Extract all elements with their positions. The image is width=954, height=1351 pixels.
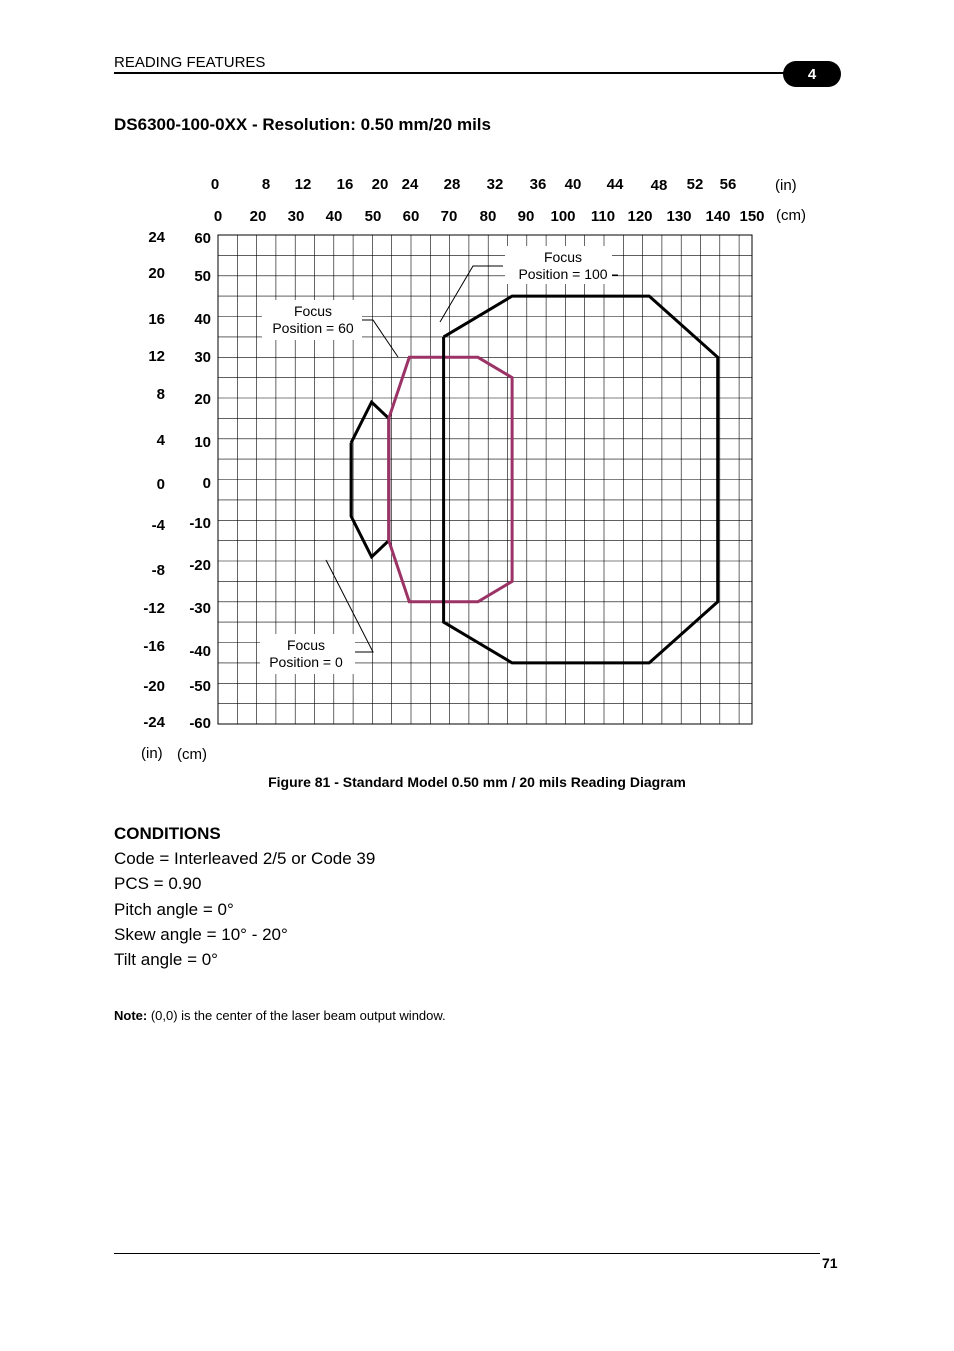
x-axis-unit-cm: (cm) (776, 207, 806, 224)
x-axis-unit-inch: (in) (775, 177, 797, 194)
x-tick-inch: 16 (336, 176, 354, 193)
y-tick-inch: -20 (143, 678, 165, 695)
page-number: 71 (822, 1255, 838, 1271)
y-tick-cm: -10 (189, 515, 211, 532)
y-axis-unit-cm: (cm) (177, 746, 207, 763)
x-tick-inch: 56 (719, 176, 737, 193)
x-tick-inch: 40 (564, 176, 582, 193)
focus-label-title: Focus (286, 637, 326, 653)
x-tick-inch: 52 (686, 176, 704, 193)
x-tick-inch: 24 (401, 176, 419, 193)
y-tick-inch: 12 (148, 348, 165, 365)
note-text: (0,0) is the center of the laser beam output window. (147, 1008, 446, 1023)
x-tick-inch: 20 (371, 176, 389, 193)
header-rule (114, 72, 794, 74)
x-tick-cm: 30 (287, 208, 305, 225)
conditions-block (114, 821, 375, 972)
focus-label-value: Position = 60 (272, 320, 354, 336)
x-tick-cm: 90 (517, 208, 535, 225)
y-tick-inch: -4 (151, 517, 165, 534)
y-tick-inch: 24 (148, 229, 165, 246)
conditions-heading: CONDITIONS (114, 824, 221, 843)
note (114, 1008, 446, 1023)
y-tick-inch: 20 (148, 265, 165, 282)
x-tick-cm: 20 (249, 208, 267, 225)
y-tick-cm: 0 (202, 475, 211, 492)
y-tick-cm: 30 (194, 349, 211, 366)
condition-line: PCS = 0.90 (114, 874, 202, 894)
x-tick-inch: 32 (486, 176, 504, 193)
y-tick-cm: -40 (189, 643, 211, 660)
y-tick-cm: 10 (194, 434, 211, 451)
x-tick-cm: 130 (666, 208, 692, 225)
y-tick-inch: 16 (148, 311, 165, 328)
focus-label-title: Focus (543, 249, 583, 265)
y-tick-inch: -16 (143, 638, 165, 655)
x-tick-inch: 48 (650, 177, 668, 194)
x-tick-cm: 140 (705, 208, 731, 225)
annotation-leader-line (360, 320, 398, 357)
y-tick-cm: 40 (194, 311, 211, 328)
focus-label-title: Focus (293, 303, 333, 319)
footer-rule (114, 1253, 820, 1254)
y-tick-cm: 60 (194, 230, 211, 247)
x-tick-cm: 100 (550, 208, 576, 225)
focus-label-value: Position = 0 (269, 654, 343, 670)
condition-line: Tilt angle = 0° (114, 950, 218, 970)
condition-line: Code = Interleaved 2/5 or Code 39 (114, 849, 376, 869)
y-tick-cm: -60 (189, 715, 211, 732)
focus-label-value: Position = 100 (518, 266, 608, 282)
x-tick-cm: 0 (213, 208, 223, 225)
section-title: DS6300-100-0XX - Resolution: 0.50 mm/20 mils (114, 115, 491, 134)
x-tick-cm: 40 (325, 208, 343, 225)
y-tick-cm: -30 (189, 600, 211, 617)
y-tick-inch: -8 (151, 562, 165, 579)
x-tick-cm: 120 (627, 208, 653, 225)
x-tick-cm: 80 (479, 208, 497, 225)
condition-line: Skew angle = 10° - 20° (114, 924, 288, 944)
y-tick-cm: 20 (194, 391, 211, 408)
y-tick-inch: 4 (156, 432, 165, 449)
y-tick-inch: -24 (143, 714, 165, 731)
chapter-badge: 4 (783, 61, 841, 87)
header-title: READING FEATURES (114, 54, 266, 71)
x-tick-cm: 50 (364, 208, 382, 225)
x-tick-inch: 28 (443, 176, 461, 193)
x-tick-inch: 36 (529, 176, 547, 193)
x-tick-cm: 110 (590, 208, 616, 225)
y-tick-cm: 50 (194, 268, 211, 285)
figure-caption: Figure 81 - Standard Model 0.50 mm / 20 mils Reading Diagram (268, 774, 686, 790)
x-tick-inch: 0 (210, 176, 220, 193)
y-axis-unit-inch: (in) (141, 745, 163, 762)
x-tick-inch: 12 (294, 176, 312, 193)
reading-diagram (0, 160, 954, 770)
y-tick-cm: -50 (189, 678, 211, 695)
x-tick-cm: 150 (739, 208, 765, 225)
note-label: Note: (114, 1008, 148, 1023)
annotation-labels (260, 246, 612, 674)
x-tick-cm: 60 (402, 208, 420, 225)
x-tick-inch: 8 (261, 176, 271, 193)
y-tick-inch: 8 (156, 386, 165, 403)
y-tick-cm: -20 (189, 557, 211, 574)
x-tick-inch: 44 (606, 176, 624, 193)
y-tick-inch: 0 (156, 476, 165, 493)
x-tick-cm: 70 (440, 208, 458, 225)
axis-ticks (141, 176, 806, 763)
condition-line: Pitch angle = 0° (114, 899, 234, 919)
y-tick-inch: -12 (143, 600, 165, 617)
